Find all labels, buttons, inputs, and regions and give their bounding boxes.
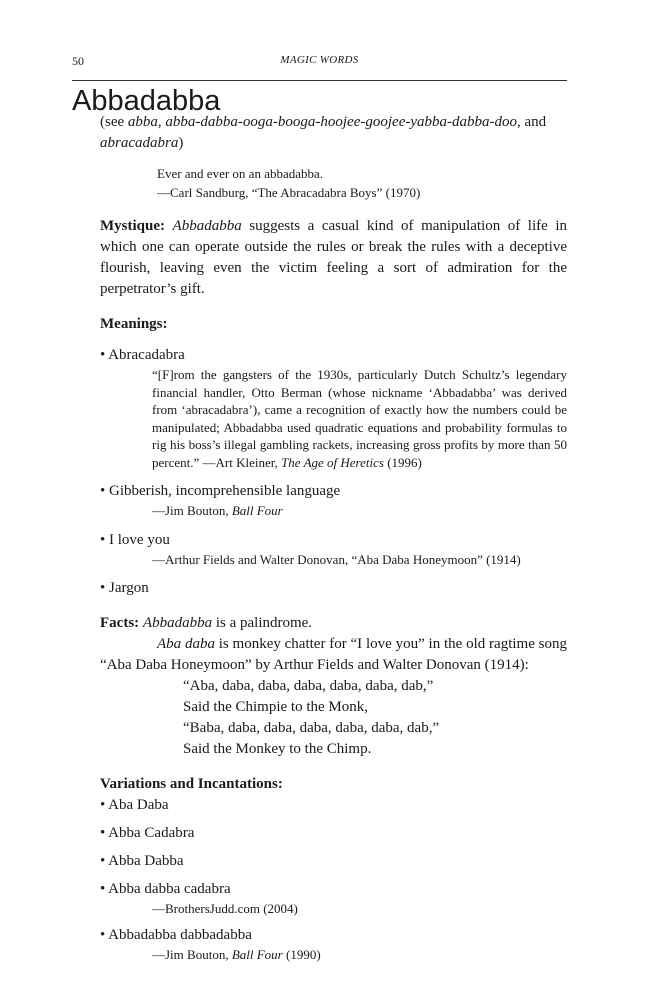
quote-text: “[F]rom the gangsters of the 1930s, particularly Dutch Schultz’s legendary financial handler, Otto Berman (whose nickname ‘Abbadabba’ was derived from ‘abracadabra’), came a recognition of exactly how the numbers could be manipulated; Abbadabba used quadratic equations and probability formulas to rig his boss’s illegal gambling rackets, increasing gross profits by more than 50 percent.” —Art Kleiner, [152,367,567,470]
see-sep-1: , [157,114,166,130]
meaning-term: • Gibberish, incomprehensible language [100,483,341,499]
variation-term: • Abba Cadabra [100,825,195,841]
facts-label: Facts: [100,615,140,631]
header-rule [72,80,567,81]
list-item [100,823,567,844]
meaning-term: • Jargon [100,580,149,596]
mystique-label: Mystique: [100,218,165,234]
quote-year: (1996) [383,454,422,470]
mystique-text: suggests a casual kind of manipulation of life in which one can operate outside the rules or break the rules with a deceptive flourish, leaving even the victim feeling a sort of admiration for the perpetrator’s gift. [100,218,567,297]
meanings-heading [100,314,567,335]
meanings-label: Meanings: [100,316,168,332]
entry-body [100,112,567,970]
list-item [100,925,567,964]
mystique-paragraph [100,216,567,300]
verse-line: Said the Monkey to the Chimp. [183,741,372,757]
meaning-source: —Arthur Fields and Walter Donovan, “Aba Daba Honeymoon” (1914) [152,551,521,567]
running-title: MAGIC WORDS [280,54,359,66]
quote-work: The Age of Heretics [281,454,384,470]
verse-line: “Aba, daba, daba, daba, daba, daba, dab,” [183,678,434,694]
variations-heading [100,774,567,795]
facts-paragraph [100,613,567,634]
source-work: Ball Four [231,503,283,518]
see-ref-abba-dabba: abba-dabba-ooga-booga-hoojee-goojee-yabba-dabba-doo [165,114,517,130]
see-also [100,112,567,154]
variation-source [100,946,567,964]
see-sep-2: , and [517,114,547,130]
facts-text: is monkey chatter for “I love you” in the old ragtime song “Aba Daba Honeymoon” by Arthur Fields and Walter Donovan (1914): [100,636,567,673]
facts-text: is a palindrome. [212,615,313,631]
source-year: (1990) [282,946,321,962]
page-number: 50 [72,54,84,68]
variation-source: —BrothersJudd.com (2004) [152,901,298,916]
meaning-term: • I love you [100,531,170,548]
meaning-item [100,345,567,471]
verse-line: Said the Chimpie to the Monk, [183,699,368,715]
source-author: —Jim Bouton, [152,503,232,518]
facts-paragraph-2 [100,634,567,676]
source-author: —Jim Bouton, [152,946,232,962]
meaning-item [100,481,567,520]
epigraph-line: Ever and ever on an abbadabba. [157,166,324,181]
meaning-item [100,530,567,569]
see-prefix: (see [100,114,128,130]
entry-title: Abbadabba [72,85,221,117]
facts-word: Aba daba [157,636,215,652]
source-work: Ball Four [231,946,283,962]
see-suffix: ) [178,135,184,151]
meaning-item [100,578,567,599]
see-ref-abba: abba [127,114,158,130]
song-verse [100,676,567,760]
meaning-source [100,502,567,520]
facts-word: Abbadabba [142,615,213,631]
variations-label: Variations and Incantations: [100,776,283,792]
list-item [100,851,567,872]
list-item [100,795,567,816]
variation-term: • Abba dabba cadabra [100,881,231,897]
variation-term: • Abbadabba dabbadabba [100,926,252,943]
meaning-quote [100,366,567,471]
meaning-term: • Abracadabra [100,347,185,363]
epigraph [100,164,567,202]
list-item [100,879,567,918]
verse-line: “Baba, daba, daba, daba, daba, daba, dab,” [183,720,440,736]
variation-term: • Abba Dabba [100,853,184,869]
see-ref-abracadabra: abracadabra [100,135,179,151]
variations-list [100,795,567,963]
epigraph-attribution: —Carl Sandburg, “The Abracadabra Boys” (1970) [157,185,421,200]
mystique-word: Abbadabba [172,218,242,234]
running-head [72,54,567,70]
variation-term: • Aba Daba [100,797,169,813]
